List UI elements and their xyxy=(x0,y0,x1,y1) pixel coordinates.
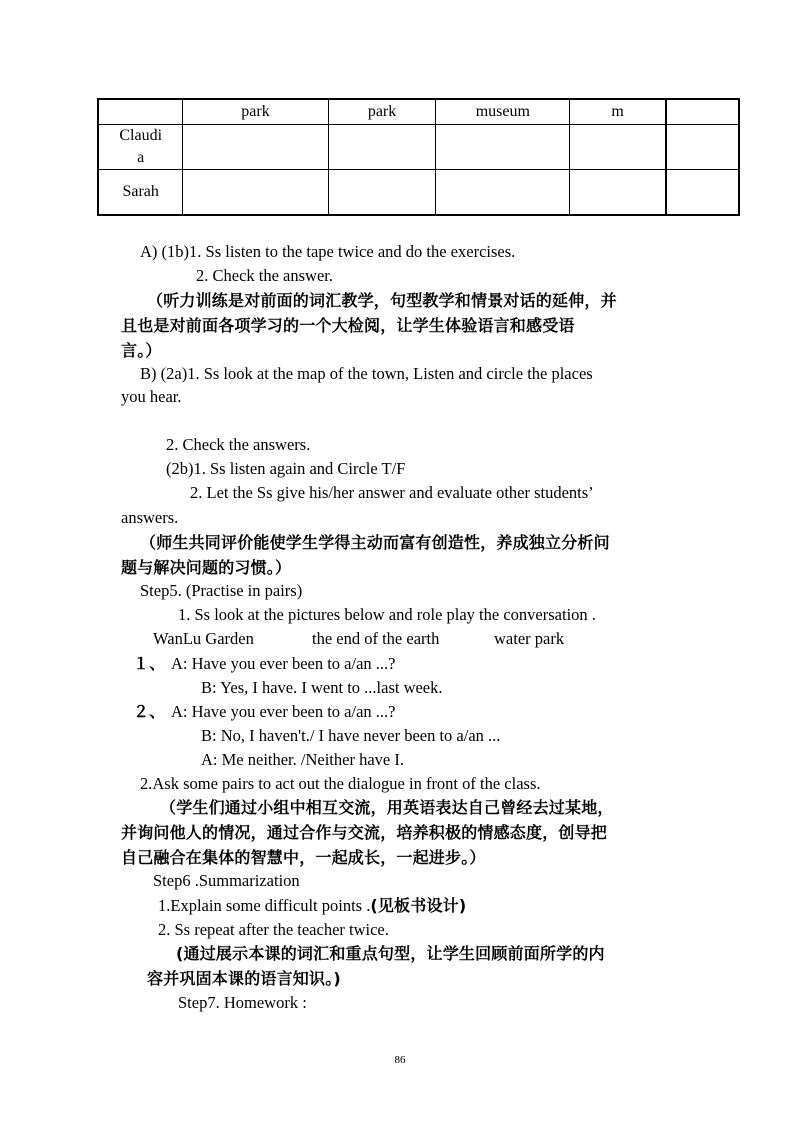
note-line: （学生们通过小组中相互交流，用英语表达自己曾经去过某地， xyxy=(160,798,614,817)
table-header-cell: m xyxy=(570,99,666,125)
place-label: WanLu Garden xyxy=(153,629,254,648)
dialogue-line: A: Have you ever been to a/an ...? xyxy=(171,702,396,721)
note-line: （听力训练是对前面的词汇教学，句型教学和情景对话的延伸，并 xyxy=(147,291,617,310)
step5-heading: Step5. (Practise in pairs) xyxy=(140,581,303,600)
step-b-line: B) (2a)1. Ss look at the map of the town, Listen and circle the places xyxy=(140,364,593,383)
row-name-line: Sarah xyxy=(122,183,159,200)
step6-line: 2. Ss repeat after the teacher twice. xyxy=(158,920,389,939)
places-table xyxy=(97,98,740,216)
dialogue-line: A: Have you ever been to a/an ...? xyxy=(171,654,396,673)
dialogue-line: B: No, I haven't./ I have never been to a/an ... xyxy=(201,726,501,745)
note-line: 自己融合在集体的智慧中，一起成长，一起进步。） xyxy=(121,848,486,867)
step7-heading: Step7. Homework : xyxy=(178,993,307,1012)
table-cell xyxy=(328,170,436,216)
table-header-cell xyxy=(666,99,739,125)
table-header-cell: museum xyxy=(436,99,570,125)
note-line: （师生共同评价能使学生学得主动而富有创造性，养成独立分析问 xyxy=(140,533,610,552)
table-cell xyxy=(183,170,328,216)
table-header-cell: park xyxy=(328,99,436,125)
note-line: 并询问他人的情况，通过合作与交流，培养积极的情感态度，创导把 xyxy=(121,823,608,842)
step5-line: 1. Ss look at the pictures below and role play the conversation . xyxy=(178,605,596,624)
table-header-cell xyxy=(98,99,183,125)
table-cell xyxy=(570,170,666,216)
dialogue-line: A: Me neither. /Neither have I. xyxy=(201,750,404,769)
step-b-line: (2b)1. Ss listen again and Circle T/F xyxy=(166,459,406,478)
place-label: the end of the earth xyxy=(312,629,440,648)
step5-line: 2.Ask some pairs to act out the dialogue in front of the class. xyxy=(140,774,541,793)
note-line: 且也是对前面各项学习的一个大检阅，让学生体验语言和感受语 xyxy=(121,316,575,335)
table-cell xyxy=(183,125,328,170)
row-name-cell xyxy=(98,170,183,216)
row-name-line: Claudi xyxy=(119,127,163,144)
note-line: 题与解决问题的习惯。） xyxy=(121,558,292,577)
dialogue-number: ２、 xyxy=(133,702,166,721)
table-row xyxy=(98,125,739,170)
note-line: 言。） xyxy=(121,341,162,360)
table-header-row xyxy=(98,99,739,125)
note-line: (通过展示本课的词汇和重点句型，让学生回顾前面所学的内 xyxy=(176,944,605,963)
row-name-line: a xyxy=(137,149,145,166)
dialogue-number: １、 xyxy=(133,654,166,673)
table-cell xyxy=(666,125,739,170)
table-row xyxy=(98,170,739,216)
step6-line xyxy=(158,895,466,917)
row-name-cell xyxy=(98,125,183,170)
page-number: 86 xyxy=(394,1054,406,1066)
step6-line-text: 1.Explain some difficult points . xyxy=(158,896,371,915)
table-cell xyxy=(328,125,436,170)
place-label: water park xyxy=(494,629,565,648)
step6-heading: Step6 .Summarization xyxy=(153,871,300,890)
step-b-line: 2. Let the Ss give his/her answer and evaluate other students’ xyxy=(190,483,594,502)
step-a-line: A) (1b)1. Ss listen to the tape twice and do the exercises. xyxy=(140,242,516,261)
step-b-line: you hear. xyxy=(121,387,182,406)
note-line: 容并巩固本课的语言知识。) xyxy=(147,969,341,988)
step-a-line: 2. Check the answer. xyxy=(196,266,334,285)
table-cell xyxy=(436,170,570,216)
table-cell xyxy=(570,125,666,170)
step-b-line: answers. xyxy=(121,508,179,527)
step-b-line: 2. Check the answers. xyxy=(166,435,311,454)
table-cell xyxy=(436,125,570,170)
table-cell xyxy=(666,170,739,216)
step6-line-note: (见板书设计) xyxy=(370,896,467,915)
table-header-cell: park xyxy=(183,99,328,125)
dialogue-line: B: Yes, I have. I went to ...last week. xyxy=(201,678,443,697)
